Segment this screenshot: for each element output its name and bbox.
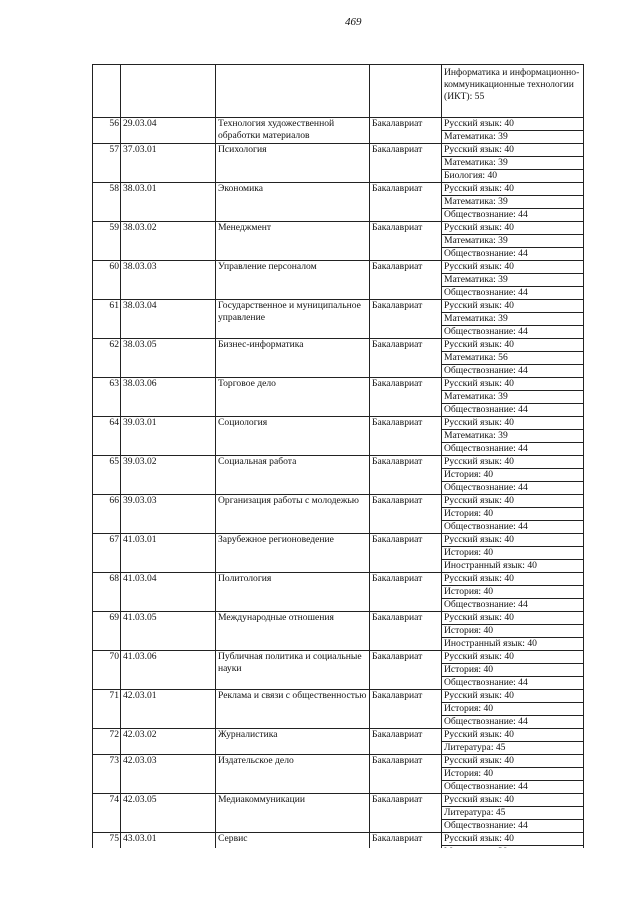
exam-cell: Информатика и информационно-коммуникационные технологии (ИКТ): 55 — [442, 65, 584, 118]
program-name-cell: Политология — [216, 573, 370, 612]
row-number-cell: 68 — [93, 573, 121, 612]
program-name-cell: Социология — [216, 417, 370, 456]
program-name-cell: Журналистика — [216, 729, 370, 755]
exam-cell: Русский язык: 40 — [442, 729, 584, 742]
table-row — [93, 339, 584, 352]
program-name-cell: Психология — [216, 144, 370, 183]
exam-cell: Русский язык: 40 — [442, 417, 584, 430]
table-row — [93, 261, 584, 274]
education-level-cell: Бакалавриат — [370, 755, 442, 794]
table-row — [93, 794, 584, 807]
education-level-cell — [370, 65, 442, 118]
table-row — [93, 573, 584, 586]
education-level-cell: Бакалавриат — [370, 222, 442, 261]
exam-cell: Русский язык: 40 — [442, 261, 584, 274]
exam-cell: Русский язык: 40 — [442, 456, 584, 469]
row-number-cell: 59 — [93, 222, 121, 261]
program-code-cell: 38.03.05 — [121, 339, 216, 378]
exam-cell: Литература: 45 — [442, 742, 584, 755]
exam-cell: История: 40 — [442, 547, 584, 560]
program-code-cell: 38.03.06 — [121, 378, 216, 417]
row-number-cell: 62 — [93, 339, 121, 378]
table-row — [93, 495, 584, 508]
exam-cell: Математика: 39 — [442, 131, 584, 144]
row-number-cell: 66 — [93, 495, 121, 534]
exam-cell: Литература: 45 — [442, 807, 584, 820]
exam-cell: Русский язык: 40 — [442, 378, 584, 391]
program-code-cell: 39.03.03 — [121, 495, 216, 534]
exam-cell: История: 40 — [442, 625, 584, 638]
row-number-cell: 65 — [93, 456, 121, 495]
exam-cell: Русский язык: 40 — [442, 222, 584, 235]
row-number-cell: 71 — [93, 690, 121, 729]
program-name-cell: Торговое дело — [216, 378, 370, 417]
row-number-cell: 61 — [93, 300, 121, 339]
education-level-cell: Бакалавриат — [370, 573, 442, 612]
exam-cell: Обществознание: 44 — [442, 443, 584, 456]
row-number-cell: 58 — [93, 183, 121, 222]
program-code-cell: 38.03.04 — [121, 300, 216, 339]
exam-cell: Иностранный язык: 40 — [442, 560, 584, 573]
exam-cell: Русский язык: 40 — [442, 690, 584, 703]
table-row — [93, 833, 584, 846]
exam-cell: Русский язык: 40 — [442, 183, 584, 196]
exam-cell: Математика: 39 — [442, 235, 584, 248]
program-code-cell: 29.03.04 — [121, 118, 216, 144]
exam-cell: Русский язык: 40 — [442, 534, 584, 547]
program-name-cell: Организация работы с молодежью — [216, 495, 370, 534]
exam-cell: История: 40 — [442, 586, 584, 599]
program-code-cell: 39.03.02 — [121, 456, 216, 495]
program-name-cell: Реклама и связи с общественностью — [216, 690, 370, 729]
program-name-cell: Управление персоналом — [216, 261, 370, 300]
row-number-cell: 67 — [93, 534, 121, 573]
program-name-cell — [216, 65, 370, 118]
program-code-cell: 41.03.04 — [121, 573, 216, 612]
program-code-cell: 43.03.01 — [121, 833, 216, 859]
table-row — [93, 690, 584, 703]
page-bottom-margin — [0, 848, 640, 905]
table-row — [93, 65, 584, 118]
exam-cell: Обществознание: 44 — [442, 781, 584, 794]
row-number-cell: 70 — [93, 651, 121, 690]
exam-cell: История: 40 — [442, 508, 584, 521]
row-number-cell: 60 — [93, 261, 121, 300]
exam-cell: Русский язык: 40 — [442, 573, 584, 586]
program-name-cell: Международные отношения — [216, 612, 370, 651]
education-level-cell: Бакалавриат — [370, 339, 442, 378]
education-level-cell: Бакалавриат — [370, 495, 442, 534]
program-name-cell: Издательское дело — [216, 755, 370, 794]
row-number-cell: 57 — [93, 144, 121, 183]
program-code-cell: 39.03.01 — [121, 417, 216, 456]
program-name-cell: Публичная политика и социальные науки — [216, 651, 370, 690]
exam-cell: Обществознание: 44 — [442, 599, 584, 612]
education-level-cell: Бакалавриат — [370, 833, 442, 859]
program-code-cell: 42.03.02 — [121, 729, 216, 755]
education-level-cell: Бакалавриат — [370, 729, 442, 755]
program-code-cell: 38.03.03 — [121, 261, 216, 300]
row-number-cell: 69 — [93, 612, 121, 651]
row-number-cell: 64 — [93, 417, 121, 456]
program-code-cell: 41.03.06 — [121, 651, 216, 690]
exam-cell: Русский язык: 40 — [442, 118, 584, 131]
table-row — [93, 729, 584, 742]
exam-cell: Русский язык: 40 — [442, 612, 584, 625]
table-row — [93, 378, 584, 391]
program-code-cell: 37.03.01 — [121, 144, 216, 183]
program-name-cell: Социальная работа — [216, 456, 370, 495]
admission-table — [92, 64, 584, 859]
exam-cell: Обществознание: 44 — [442, 677, 584, 690]
exam-cell: Математика: 39 — [442, 274, 584, 287]
table-row — [93, 183, 584, 196]
exam-cell: Математика: 39 — [442, 391, 584, 404]
program-code-cell: 42.03.05 — [121, 794, 216, 833]
program-code-cell: 41.03.01 — [121, 534, 216, 573]
exam-cell: Русский язык: 40 — [442, 300, 584, 313]
education-level-cell: Бакалавриат — [370, 183, 442, 222]
exam-cell: Обществознание: 44 — [442, 365, 584, 378]
program-code-cell: 42.03.03 — [121, 755, 216, 794]
row-number-cell: 63 — [93, 378, 121, 417]
exam-cell: Русский язык: 40 — [442, 794, 584, 807]
education-level-cell: Бакалавриат — [370, 456, 442, 495]
exam-cell: Русский язык: 40 — [442, 833, 584, 846]
table-row — [93, 222, 584, 235]
exam-cell: История: 40 — [442, 664, 584, 677]
program-name-cell: Менеджмент — [216, 222, 370, 261]
table-row — [93, 651, 584, 664]
program-code-cell — [121, 65, 216, 118]
education-level-cell: Бакалавриат — [370, 144, 442, 183]
exam-cell: Обществознание: 44 — [442, 482, 584, 495]
exam-cell: Русский язык: 40 — [442, 495, 584, 508]
exam-cell: Обществознание: 44 — [442, 287, 584, 300]
exam-cell: История: 40 — [442, 768, 584, 781]
page-number: 469 — [345, 16, 362, 28]
education-level-cell: Бакалавриат — [370, 651, 442, 690]
table-row — [93, 755, 584, 768]
exam-cell: Обществознание: 44 — [442, 326, 584, 339]
exam-cell: Иностранный язык: 40 — [442, 638, 584, 651]
exam-cell: Математика: 39 — [442, 313, 584, 326]
exam-cell: Обществознание: 44 — [442, 716, 584, 729]
program-name-cell: Экономика — [216, 183, 370, 222]
row-number-cell: 73 — [93, 755, 121, 794]
program-code-cell: 42.03.01 — [121, 690, 216, 729]
row-number-cell — [93, 65, 121, 118]
program-name-cell: Бизнес-информатика — [216, 339, 370, 378]
exam-cell: История: 40 — [442, 469, 584, 482]
program-name-cell: Сервис — [216, 833, 370, 859]
exam-cell: Математика: 39 — [442, 157, 584, 170]
education-level-cell: Бакалавриат — [370, 690, 442, 729]
table-row — [93, 417, 584, 430]
education-level-cell: Бакалавриат — [370, 417, 442, 456]
table-row — [93, 144, 584, 157]
exam-cell: Обществознание: 44 — [442, 820, 584, 833]
exam-cell: История: 40 — [442, 703, 584, 716]
education-level-cell: Бакалавриат — [370, 534, 442, 573]
row-number-cell: 72 — [93, 729, 121, 755]
program-name-cell: Государственное и муниципальное управление — [216, 300, 370, 339]
program-name-cell: Технология художественной обработки материалов — [216, 118, 370, 144]
exam-cell: Обществознание: 44 — [442, 209, 584, 222]
exam-cell: Обществознание: 44 — [442, 404, 584, 417]
row-number-cell: 75 — [93, 833, 121, 859]
exam-cell: Русский язык: 40 — [442, 755, 584, 768]
exam-cell: Обществознание: 44 — [442, 248, 584, 261]
program-code-cell: 38.03.02 — [121, 222, 216, 261]
education-level-cell: Бакалавриат — [370, 300, 442, 339]
exam-cell: Математика: 39 — [442, 430, 584, 443]
table-row — [93, 118, 584, 131]
table-row — [93, 300, 584, 313]
table-row — [93, 612, 584, 625]
row-number-cell: 74 — [93, 794, 121, 833]
program-code-cell: 41.03.05 — [121, 612, 216, 651]
education-level-cell: Бакалавриат — [370, 612, 442, 651]
exam-cell: Математика: 39 — [442, 196, 584, 209]
row-number-cell: 56 — [93, 118, 121, 144]
education-level-cell: Бакалавриат — [370, 794, 442, 833]
program-name-cell: Зарубежное регионоведение — [216, 534, 370, 573]
exam-cell: Русский язык: 40 — [442, 651, 584, 664]
exam-cell: Биология: 40 — [442, 170, 584, 183]
education-level-cell: Бакалавриат — [370, 261, 442, 300]
education-level-cell: Бакалавриат — [370, 118, 442, 144]
exam-cell: Математика: 56 — [442, 352, 584, 365]
exam-cell: Русский язык: 40 — [442, 144, 584, 157]
program-name-cell: Медиакоммуникации — [216, 794, 370, 833]
exam-cell: Обществознание: 44 — [442, 521, 584, 534]
program-code-cell: 38.03.01 — [121, 183, 216, 222]
education-level-cell: Бакалавриат — [370, 378, 442, 417]
exam-cell: Русский язык: 40 — [442, 339, 584, 352]
table-row — [93, 456, 584, 469]
table-row — [93, 534, 584, 547]
